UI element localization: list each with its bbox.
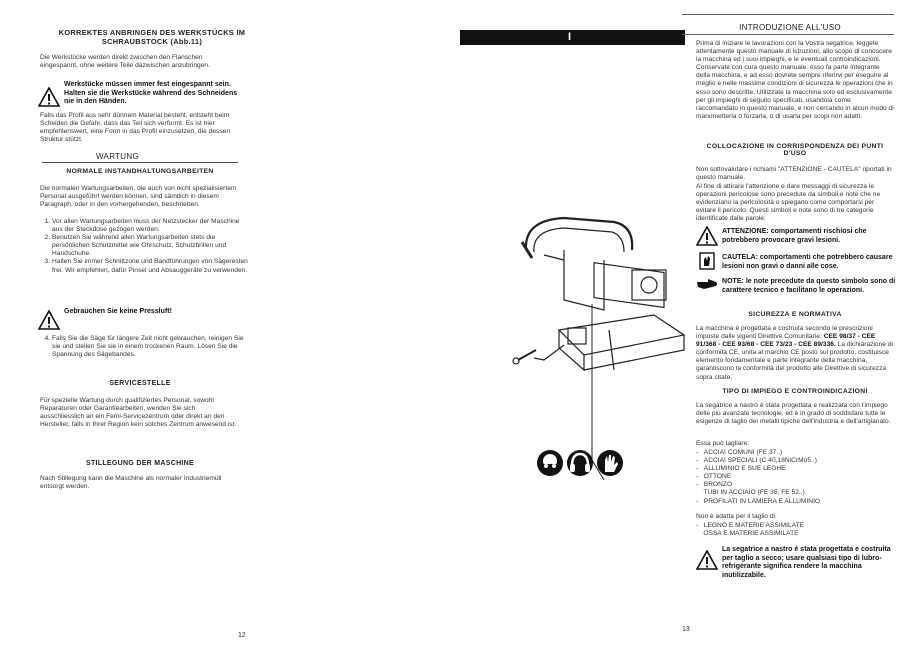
para-non-adatta: Non è adatta per il taglio di: — [696, 513, 777, 520]
list-item: - LEGNO E MATERIE ASSIMILATE — [696, 522, 805, 529]
para-sicurezza — [696, 325, 894, 382]
list-wartung — [40, 218, 248, 275]
heading-servicestelle: SERVICESTELLE — [109, 380, 171, 387]
language-tab-label: I — [568, 31, 572, 43]
list-item: - ALLUMINIO E SUE LEGHE — [696, 465, 786, 473]
divider — [42, 162, 238, 163]
list-item: 2. Benutzen Sie während allen Wartungsarbeiten stets die persönlichen Schutzmittel wie Ohrschutz, Schutzbrillen und Handschuhe. — [52, 234, 248, 258]
symbol-cautela — [696, 252, 896, 274]
list-materials-not-ok — [696, 522, 894, 538]
symbol-attenzione-text: ATTENZIONE: comportamenti rischiosi che potrebbero provocare gravi lesioni. — [722, 228, 867, 244]
list-item: 4. Falls Sie die Säge für längere Zeit nicht gebrauchen, reinigen Sie sie und stellen Sie sie in einem trockenen Raum. Lösen Sie die Spannung des Sägebandes. — [52, 335, 248, 359]
heading-stillegung: STILLEGUNG DER MASCHINE — [85, 460, 194, 467]
page-number: 12 — [238, 632, 246, 639]
para-puo-tagliare: Essa può tagliare: — [696, 440, 750, 447]
symbol-note-text: NOTE: le note precedute da questo simbolo sono di carattere tecnico e facilitano le operazioni. — [722, 278, 896, 294]
list-item: 1. Vor allen Wartungsarbeiten muss der Netzstecker der Maschine aus der Steckdose gezogen werden. — [52, 218, 248, 234]
caution-hand-icon — [699, 252, 715, 270]
list-item: - BRONZO — [696, 481, 733, 489]
symbol-attenzione — [696, 226, 896, 250]
list-item: - ACCIAI COMUNI (FE 37..) — [696, 449, 783, 456]
symbol-note — [696, 276, 896, 306]
directives-list: CEE 98/37 - CEE 91/368 - CEE 93/68 - CEE 73/23 - CEE 89/336. — [696, 333, 876, 349]
list-item: TUBI IN ACCIAIO (FE 35, FE 52..) — [703, 489, 805, 497]
para-thin-profile: Falls das Profil aus sehr dünnem Material besteht, entsteht beim Scheiden die Gefahr, dass das Teil sich verformt. Es ist hier empfehlenswert, eine Form in das Profil einzusetzen, die dessen Struktur stützt. — [40, 112, 231, 144]
heading-sicurezza: SICUREZZA E NORMATIVA — [748, 311, 842, 318]
warning-lubrificante-text: La segatrice a nastro è stata progettata e costruita per taglio a secco; usare qualsiasi tipo di lubro-refrigerante significa rendere la macchina inutilizzabile. — [722, 546, 891, 579]
heading-wartung: WARTUNG — [96, 152, 139, 161]
warning-triangle-icon — [38, 310, 60, 330]
para-sicurezza-ce: La dichiarazione di conformità CE, unita al marchio CE posto sul prodotto, costituisce elemento fondamentale e parte integrante della macchina, garantiscono la conformità del prodotto alle Direttive di sicurezza sopra citate. — [696, 341, 894, 381]
page-number: 13 — [682, 626, 690, 633]
list-item: - ACCIAI SPECIALI (C 40,18NiCrMo5..) — [696, 457, 817, 465]
divider — [682, 34, 894, 35]
para-servicestelle: Für spezielle Wartung durch qualifiziertes Personal, sowohl Reparaturen oder Garantiearbeiten, wenden Sie sich ausschliesslich an ein Femi-Servicezentrum oder direkt an den Hersteller, falls in Ihrer Region kein solches Zentrum anwesend ist. — [40, 397, 237, 429]
warning-pressluft — [38, 308, 244, 330]
heading-collocazione: COLLOCAZIONE IN CORRISPONDENZA DEI PUNTI D'USO — [706, 143, 884, 157]
para-sicurezza-intro: La macchina è progettata e costruita secondo le prescrizioni imposte dalle vigenti Direttive Comunitarie: — [696, 325, 873, 341]
heading-introduzione: INTRODUZIONE ALL'USO — [739, 23, 841, 32]
heading-instandhaltung: NORMALE INSTANDHALTUNGSARBEITEN — [66, 168, 214, 175]
para-richiami: Non sottovalutare i richiami "ATTENZIONE - CAUTELA" riportati in questo manuale. — [696, 166, 892, 182]
list-item: OSSA E MATERIE ASSIMILATE — [703, 530, 799, 538]
warning-lubrificante — [696, 546, 896, 586]
para-wartung: Die normalen Wartungsarbeiten, die auch von nicht spezialisiertem Personal ausgeführt werden können, sind sämtlich in diesem Paragraph, oder in den vorhergehenden, beschrieben. — [40, 185, 237, 209]
list-item: 3. Halten Sie immer Schnittzone und Bandführungen von Sägeresten frei. Wir empfehlen, dafür Pinsel und Absauggeräte zu verwenden. — [52, 258, 248, 274]
para-impiego: La segatrice a nastro è stata progettata e realizzata con l'impiego delle più avanzate tecnologie, ed è in grado di soddisfare tutte le esigenze di taglio dei metalli tipiche dell'industria e dell'artigianato. — [696, 402, 891, 426]
list-item: - OTTONE — [696, 473, 732, 481]
pointing-hand-icon — [696, 278, 718, 290]
warning-triangle-icon — [696, 550, 718, 570]
para-introduzione: Prima di iniziare le lavorazioni con la Vostra segatrice, leggete attentamente questo manuale di istruzioni, allo scopo di conoscere la macchina ed i suoi impieghi, e le eventuali controindicazioni. Conservate con cura questo manuale: esso fa parte integrante della macchina, e ad esso dovrete sempre riferirvi per eseguire al meglio e nelle massime condizioni di sicurezza le operazioni che in esso sono descritte. Utilizzate la macchina solo ed esclusivamente per gli impieghi di seguito specificati, usandola come raccomandato in questo manuale, e non cercando in alcun modo di manometterla o forzarla, o di usarla per scopi non adatti. — [696, 40, 894, 120]
para-clamping: Die Werkstücke werden direkt zwischen den Flanschen eingespannt, ohne weitere Teile dazwischen anzubringen. — [40, 54, 210, 70]
divider — [682, 14, 894, 15]
para-simboli: Al fine di attirare l'attenzione e dare messaggi di sicurezza le operazioni pericolose sono precedute da simboli e note che ne evidenziano la pericolosità o spiegano come comportarsi per evitare il pericolo. Questi simboli e note sono di tre categorie identificate dalle parole: — [696, 183, 881, 223]
heading-clamping: KORREKTES ANBRINGEN DES WERKSTÜCKS IM SCHRAUBSTOCK (Abb.11) — [58, 28, 246, 46]
warning-pressluft-text: Gebrauchen Sie keine Pressluft! — [64, 308, 172, 315]
warning-clamping-text: Werkstücke müssen immer fest eingespannt sein. Halten sie die Werkstücke während des Schneidens nie in den Händen. — [64, 81, 238, 105]
para-stillegung: Nach Stillegung kann die Maschine als normaler Industriemüll entsorgt werden. — [40, 475, 222, 491]
warning-triangle-icon — [696, 226, 718, 246]
list-item: - PROFILATI IN LAMIERA E ALLUMINIO — [696, 497, 821, 505]
symbol-cautela-text: CAUTELA: comportamenti che potrebbero causare lesioni non gravi o danni alle cose. — [722, 254, 893, 270]
list-materials-ok — [696, 449, 894, 506]
page-right — [460, 0, 920, 656]
heading-tipo-impiego: TIPO DI IMPIEGO E CONTROINDICAZIONI — [722, 388, 868, 395]
warning-triangle-icon — [38, 87, 60, 107]
list-wartung-cont — [40, 335, 248, 359]
